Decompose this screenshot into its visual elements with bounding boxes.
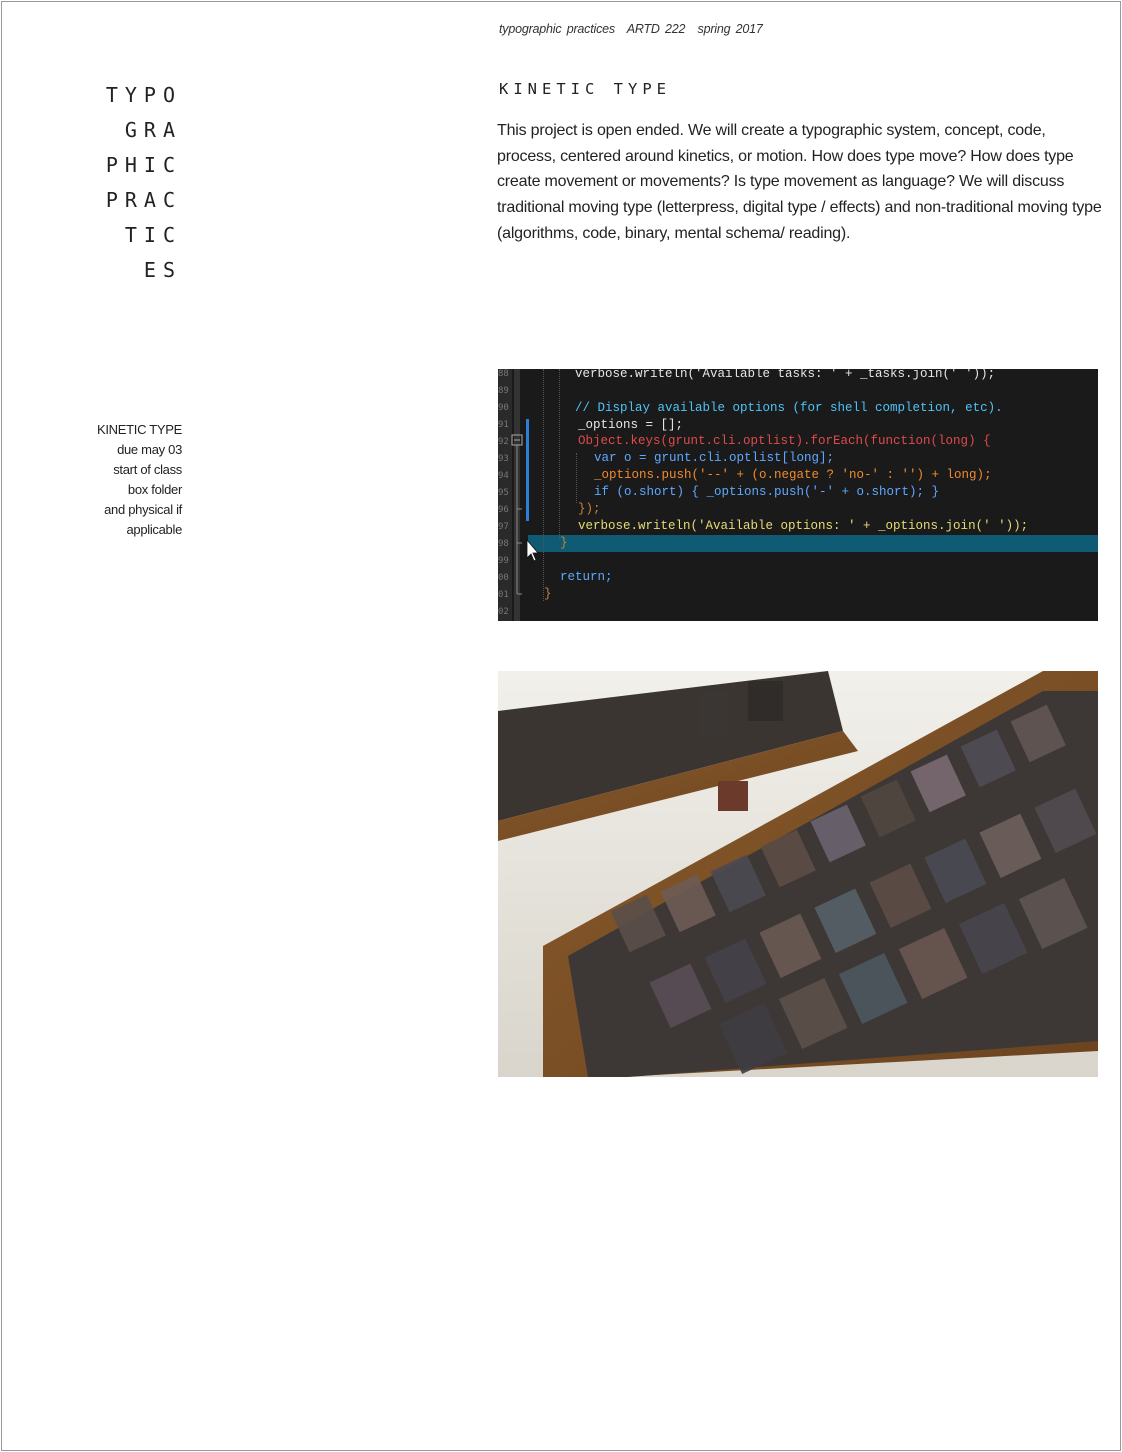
letterpress-type-photo — [498, 671, 1098, 1077]
code-line: }); — [578, 502, 601, 516]
code-line: // Display available options (for shell completion, etc). — [575, 401, 1003, 415]
code-line: verbose.writeln('Available tasks: ' + _tasks.join(' ')); — [575, 369, 996, 381]
title-line: ES — [143, 258, 182, 282]
course-term: spring 2017 — [697, 22, 763, 36]
course-header — [499, 22, 770, 36]
due-timing: start of class — [113, 462, 182, 477]
line-number: 97 — [498, 522, 509, 532]
line-number: 94 — [498, 471, 509, 481]
due-date: due may 03 — [117, 442, 182, 457]
wood-type-tray-image — [498, 671, 1098, 1077]
project-description: This project is open ended. We will create a typographic system, concept, code, process, centered around kinetics, or motion. How does type move? How does type create movement or movements? Is type movement as language? We will discuss traditional moving type (letterpress, digital type / effects) and non-traditional moving type (algorithms, code, binary, mental schema/ reading). — [497, 122, 1102, 242]
editor-overlay-marks — [498, 369, 1098, 621]
line-number: 96 — [498, 505, 509, 515]
submission-applicable: applicable — [126, 522, 182, 537]
code-line: if (o.short) { _options.push('-' + o.short); } — [594, 485, 940, 499]
line-number: 95 — [498, 488, 509, 498]
line-number: 88 — [498, 369, 509, 379]
title-line: PRAC — [105, 188, 182, 212]
code-line: } — [560, 536, 568, 550]
code-line: Object.keys(grunt.cli.optlist).forEach(function(long) { — [578, 434, 991, 448]
typographic-practices-title — [106, 78, 182, 288]
line-number: 92 — [498, 437, 509, 447]
line-number: 01 — [498, 590, 509, 600]
code-line: var o = grunt.cli.optlist[long]; — [594, 451, 835, 465]
line-number: 89 — [498, 386, 509, 396]
code-line: _options = []; — [578, 418, 684, 432]
code-line: verbose.writeln('Available options: ' + _options.join(' ')); — [578, 519, 1029, 533]
line-number: 91 — [498, 420, 509, 430]
line-number: 99 — [498, 556, 509, 566]
line-number: 90 — [498, 403, 509, 413]
code-line: } — [544, 587, 552, 601]
code-line: _options.push('--' + (o.negate ? 'no-' : '') + long); — [594, 468, 992, 482]
project-title: KINETIC TYPE — [499, 80, 671, 98]
code-editor-image — [498, 369, 1098, 621]
course-name: typographic practices — [499, 22, 615, 36]
mouse-cursor-icon — [527, 540, 538, 561]
line-number: 02 — [498, 607, 509, 617]
submission-format: box folder — [127, 482, 182, 497]
line-number: 98 — [498, 539, 509, 549]
title-line: TYPO — [105, 83, 182, 107]
line-number: 00 — [498, 573, 509, 583]
course-code: ARTD 222 — [626, 22, 686, 36]
title-line: GRA — [124, 118, 182, 142]
code-line: return; — [560, 570, 613, 584]
line-number: 93 — [498, 454, 509, 464]
title-line: PHIC — [105, 153, 182, 177]
project-details — [97, 420, 182, 540]
title-line: TIC — [124, 223, 182, 247]
submission-physical: and physical if — [104, 502, 182, 517]
details-title: KINETIC TYPE — [96, 422, 182, 437]
